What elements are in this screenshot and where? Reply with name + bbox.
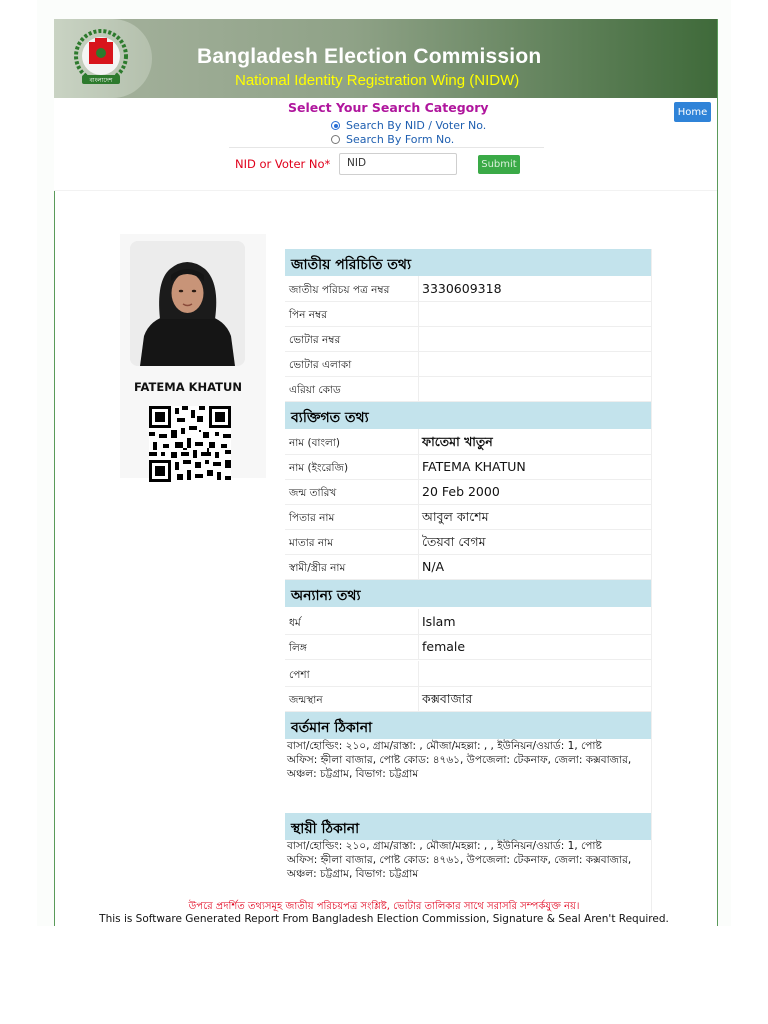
person-photo-icon <box>130 241 245 366</box>
row-label: নাম (ইংরেজি) <box>289 462 349 474</box>
section-personal-header <box>285 402 651 429</box>
table-row <box>285 529 651 555</box>
radio-selected-icon[interactable] <box>331 121 340 130</box>
row-label: পিতার নাম <box>289 512 335 524</box>
table-row <box>285 479 651 505</box>
permanent-address-text: বাসা/হোল্ডিং: ২১০, গ্রাম/রাস্তা: , মৌজা/মহল্লা: , , ইউনিয়ন/ওয়ার্ড: 1, পোষ্ট অফিস: হ্নীলা বাজার, পোষ্ট কোড: ৪৭৬১, উপজেলা: টেকনাফ, জেলা: কক্সবাজার, অঞ্চল: চট্টগ্রাম, বিভাগ: চট্টগ্রাম <box>287 840 632 880</box>
row-value: female <box>422 639 466 654</box>
row-value: 20 Feb 2000 <box>422 484 500 499</box>
row-label: জাতীয় পরিচয় পত্র নম্বর <box>289 284 390 296</box>
footer-note-bangla: উপরে প্রদর্শিত তথ্যসমূহ জাতীয় পরিচয়পত্র সংশ্লিষ্ট, ভোটার তালিকার সাথে সরাসরি সম্পর্কযুক্ত নয়। <box>188 901 580 912</box>
row-label: নাম (বাংলা) <box>289 437 340 449</box>
row-value: 3330609318 <box>422 281 502 296</box>
header-banner <box>54 19 717 98</box>
table-row <box>285 504 651 530</box>
search-category-heading: Select Your Search Category <box>288 100 489 115</box>
radio-label-nid: Search By NID / Voter No. <box>346 119 487 132</box>
row-label: ভোটার এলাকা <box>289 359 352 371</box>
radio-label-form: Search By Form No. <box>346 133 455 146</box>
search-panel <box>54 98 717 191</box>
row-label: জন্ম তারিখ <box>289 487 337 499</box>
profile-photo <box>130 241 245 366</box>
table-row <box>285 554 651 580</box>
home-button[interactable]: Home <box>674 102 711 122</box>
row-label: স্বামী/স্ত্রীর নাম <box>289 562 346 574</box>
row-value: আবুল কাশেম <box>422 509 489 524</box>
section-title: বর্তমান ঠিকানা <box>291 720 373 736</box>
present-address-text: বাসা/হোল্ডিং: ২১০, গ্রাম/রাস্তা: , মৌজা/মহল্লা: , , ইউনিয়ন/ওয়ার্ড: 1, পোষ্ট অফিস: হ্নীলা বাজার, পোষ্ট কোড: ৪৭৬১, উপজেলা: টেকনাফ, জেলা: কক্সবাজার, অঞ্চল: চট্টগ্রাম, বিভাগ: চট্টগ্রাম <box>287 740 632 780</box>
table-row <box>285 429 651 455</box>
section-title: অন্যান্য তথ্য <box>291 588 361 604</box>
section-title: স্থায়ী ঠিকানা <box>291 821 360 837</box>
section-other-header <box>285 580 651 607</box>
submit-button[interactable]: Submit <box>478 155 520 174</box>
row-value: N/A <box>422 559 445 574</box>
radio-unselected-icon[interactable] <box>331 135 340 144</box>
election-commission-logo-icon <box>72 28 130 88</box>
row-value: FATEMA KHATUN <box>422 459 526 474</box>
row-label: লিঙ্গ <box>289 642 307 654</box>
section-permanent-address-header <box>285 813 651 840</box>
row-value: Islam <box>422 614 456 629</box>
table-row <box>285 661 651 687</box>
table-row <box>285 609 651 635</box>
profile-name: FATEMA KHATUN <box>134 380 242 394</box>
nid-field-label: NID or Voter No* <box>235 157 331 171</box>
profile-card <box>120 234 266 478</box>
table-row <box>285 376 651 402</box>
section-title: জাতীয় পরিচিতি তথ্য <box>291 257 411 273</box>
table-row <box>285 276 651 302</box>
row-value: কক্সবাজার <box>422 691 473 706</box>
row-value: ফাতেমা খাতুন <box>422 434 493 449</box>
table-row <box>285 634 651 660</box>
table-row <box>285 686 651 712</box>
section-title: ব্যক্তিগত তথ্য <box>291 410 369 426</box>
info-table <box>285 249 652 921</box>
row-label: পিন নম্বর <box>289 309 327 321</box>
row-label: জন্মস্থান <box>289 694 323 706</box>
logo-text: বাংলাদেশ <box>89 77 113 84</box>
table-row <box>285 301 651 327</box>
table-row <box>285 454 651 480</box>
nid-input[interactable]: NID <box>339 153 457 175</box>
qr-code-icon <box>149 406 231 482</box>
radio-option-form[interactable] <box>331 133 454 146</box>
row-label: ধর্ম <box>289 617 301 629</box>
row-label: পেশা <box>289 669 310 681</box>
row-value: তৈয়বা বেগম <box>422 534 486 549</box>
page-title: Bangladesh Election Commission <box>197 45 542 68</box>
table-row <box>285 326 651 352</box>
page-subtitle: National Identity Registration Wing (NIDW) <box>235 72 520 89</box>
divider <box>229 147 544 148</box>
footer-note-english: This is Software Generated Report From Bangladesh Election Commission, Signature & Seal Aren't Required. <box>99 913 669 925</box>
row-label: ভোটার নম্বর <box>289 334 341 346</box>
radio-option-nid[interactable] <box>331 119 486 132</box>
row-label: মাতার নাম <box>289 537 334 549</box>
table-row <box>285 351 651 377</box>
section-national-header <box>285 249 651 276</box>
section-present-address-header <box>285 712 651 739</box>
row-label: এরিয়া কোড <box>289 384 341 396</box>
